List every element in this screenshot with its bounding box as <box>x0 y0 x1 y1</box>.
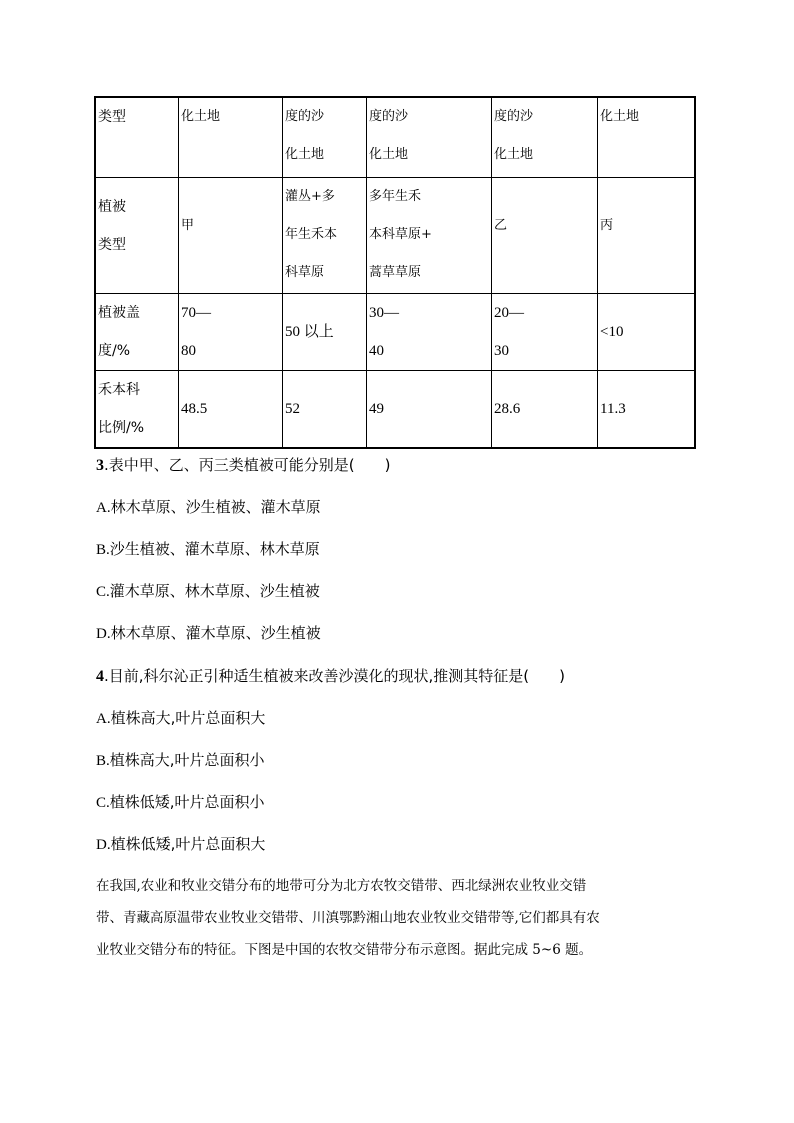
table-cell: 灌丛+多 年生禾本 科草原 <box>282 178 366 293</box>
option-letter: C. <box>96 795 110 811</box>
table-cell: 20— 30 <box>491 294 597 370</box>
question-3 <box>96 455 390 476</box>
option-text: 林木草原、灌木草原、沙生植被 <box>110 624 321 642</box>
option-letter: C. <box>96 584 110 600</box>
question-4 <box>96 666 565 687</box>
passage-line: 业牧业交错分布的特征。下图是中国的农牧交错带分布示意图。据此完成 5~6 题。 <box>96 942 593 958</box>
option-c <box>96 792 265 813</box>
table-cell: 化土地 <box>597 98 694 177</box>
table-cell: 化土地 <box>178 98 282 177</box>
table-cell: 丙 <box>597 178 694 293</box>
question-text: .表中甲、乙、丙三类植被可能分别是( ) <box>104 456 391 474</box>
table-cell: 多年生禾 本科草原+ 蒿草草原 <box>366 178 491 293</box>
option-letter: B. <box>96 542 110 558</box>
option-letter: B. <box>96 753 110 769</box>
option-b <box>96 539 320 560</box>
table-cell: 乙 <box>491 178 597 293</box>
option-a <box>96 708 265 729</box>
option-text: 灌木草原、林木草原、沙生植被 <box>109 582 320 600</box>
table-cell: 70— 80 <box>178 294 282 370</box>
table-cell: <10 <box>597 294 694 370</box>
passage-line: 带、青藏高原温带农业牧业交错带、川滇鄂黔湘山地农业牧业交错带等,它们都具有农 <box>96 910 600 926</box>
table-cell: 类型 <box>98 109 126 125</box>
option-a <box>96 497 321 518</box>
table-cell: 49 <box>366 371 491 447</box>
table-cell: 度的沙 化土地 <box>282 98 366 177</box>
table-cell: 50 以上 <box>282 294 366 370</box>
option-text: 沙生植被、灌木草原、林木草原 <box>109 540 320 558</box>
table-row <box>96 370 694 447</box>
table-cell: 度的沙 化土地 <box>366 98 491 177</box>
option-text: 植株低矮,叶片总面积小 <box>109 793 265 811</box>
passage-line: 在我国,农业和牧业交错分布的地带可分为北方农牧交错带、西北绿洲农业牧业交错 <box>96 878 587 894</box>
table-row <box>96 177 694 293</box>
table-cell: 52 <box>282 371 366 447</box>
table-cell: 植被 类型 <box>98 199 126 253</box>
option-d <box>96 834 265 855</box>
option-letter: A. <box>96 500 111 516</box>
option-b <box>96 750 265 771</box>
table-cell: 度的沙 化土地 <box>491 98 597 177</box>
question-number: 3 <box>96 457 104 474</box>
option-c <box>96 581 320 602</box>
table-cell: 30— 40 <box>366 294 491 370</box>
table-cell: 甲 <box>178 178 282 293</box>
passage <box>96 870 696 966</box>
vegetation-table <box>94 96 696 449</box>
question-text: .目前,科尔沁正引种适生植被来改善沙漠化的现状,推测其特征是( ) <box>104 667 566 685</box>
option-letter: D. <box>96 626 111 642</box>
table-row <box>96 98 694 177</box>
option-letter: D. <box>96 837 111 853</box>
option-d <box>96 623 321 644</box>
table-cell: 28.6 <box>491 371 597 447</box>
table-cell: 11.3 <box>597 371 694 447</box>
question-number: 4 <box>96 668 104 685</box>
option-text: 植株高大,叶片总面积小 <box>109 751 265 769</box>
table-cell: 禾本科 比例/% <box>98 382 145 436</box>
table-cell: 48.5 <box>178 371 282 447</box>
option-text: 植株高大,叶片总面积大 <box>110 709 266 727</box>
table-row <box>96 293 694 370</box>
option-letter: A. <box>96 711 111 727</box>
table-cell: 植被盖 度/% <box>98 305 140 359</box>
option-text: 植株低矮,叶片总面积大 <box>110 835 266 853</box>
option-text: 林木草原、沙生植被、灌木草原 <box>110 498 321 516</box>
